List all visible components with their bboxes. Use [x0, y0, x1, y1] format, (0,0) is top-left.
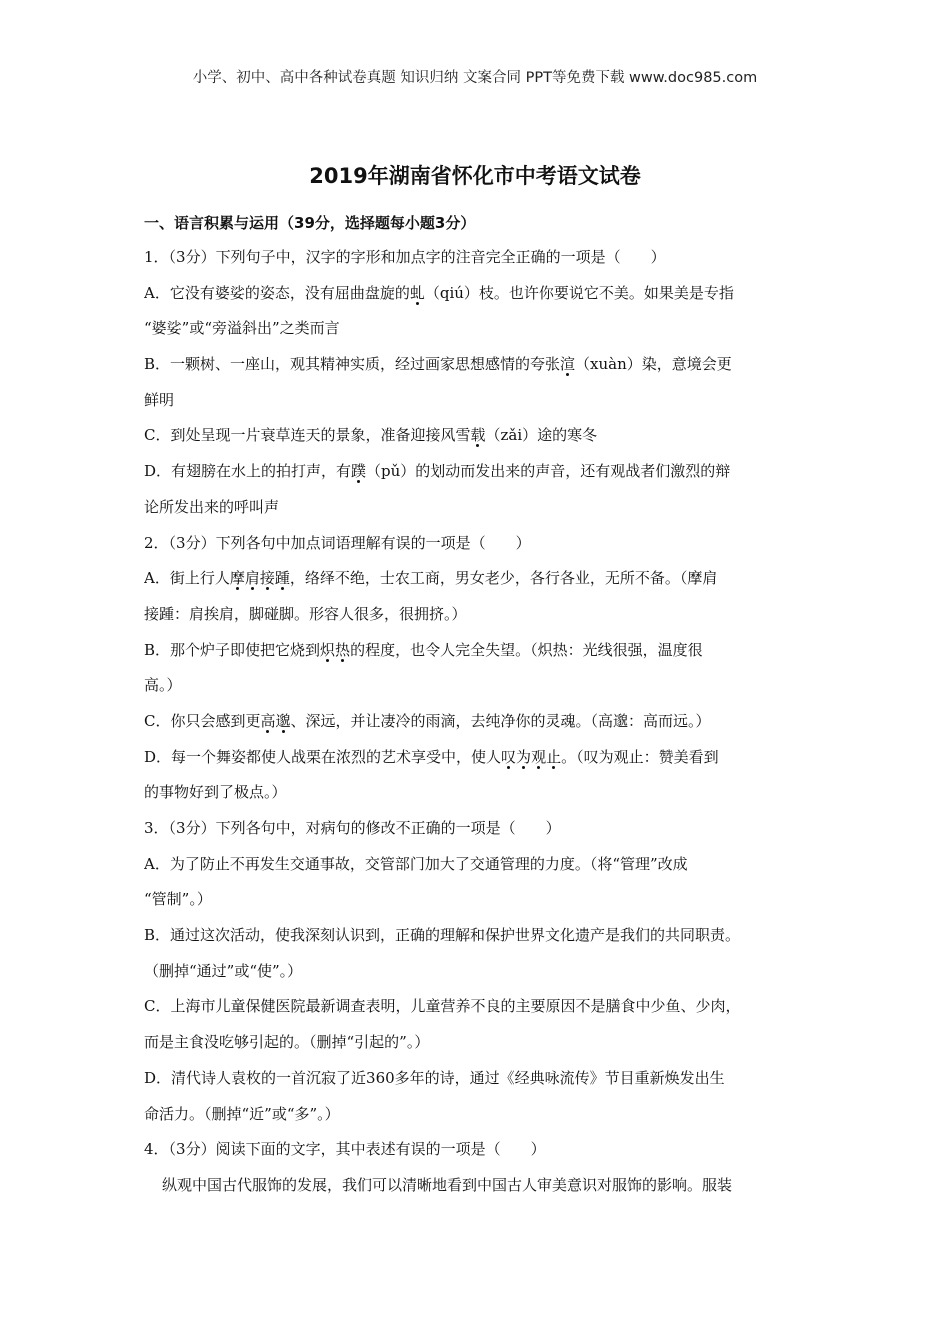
text-line: [144, 1132, 814, 1168]
text-segment: D．清代诗人袁枚的一首沉寂了近360多年的诗，通过《经典咏流传》节目重新焕发出生: [144, 1068, 725, 1087]
text-line: [144, 989, 814, 1025]
text-line: [144, 1168, 814, 1204]
text-line: [144, 454, 814, 490]
text-segment: B．通过这次活动，使我深刻认识到，正确的理解和保护世界文化遗产是我们的共同职责。: [144, 926, 741, 945]
text-line: [144, 490, 814, 526]
text-line: [144, 526, 814, 562]
text-segment: B．一颗树、一座山，观其精神实质，经过画家思想感情的夸张: [144, 355, 561, 374]
text-segment: （xuàn）染，意境会更: [575, 355, 732, 374]
text-line: [144, 668, 814, 704]
text-line: [144, 1097, 814, 1133]
text-line: [144, 383, 814, 419]
text-line: [144, 240, 814, 276]
emphasized-char: 摩: [229, 569, 245, 588]
text-segment: D．有翅膀在水上的拍打声，有: [144, 462, 352, 481]
text-segment: “管制”。）: [144, 890, 212, 909]
text-segment: 接踵：肩挨肩，脚碰脚。形容人很多，很拥挤。）: [144, 604, 467, 623]
emphasized-char: 邈: [275, 711, 291, 730]
text-line: [144, 847, 814, 883]
question-content: [144, 240, 814, 1204]
text-line: [144, 633, 814, 669]
text-line: [144, 704, 814, 740]
text-segment: A．街上行人: [144, 569, 230, 588]
text-segment: 命活力。（删掉“近”或“多”。）: [144, 1104, 340, 1123]
text-line: [144, 561, 814, 597]
text-segment: D．每一个舞姿都使人战栗在浓烈的艺术享受中，使人: [144, 747, 502, 766]
emphasized-char: 蹼: [351, 462, 367, 481]
text-segment: 。（叹为观止：赞美看到: [561, 747, 719, 766]
emphasized-char: 观: [531, 747, 547, 766]
text-line: [144, 740, 814, 776]
text-segment: ，络绎不绝，士农工商，男女老少，各行各业，无所不备。（摩肩: [289, 569, 718, 588]
text-segment: C．到处呈现一片衰草连天的景象，准备迎接风雪: [144, 426, 471, 445]
emphasized-char: 虬: [409, 283, 425, 302]
emphasized-char: 为: [516, 747, 532, 766]
text-line: [144, 775, 814, 811]
text-line: [144, 1061, 814, 1097]
text-segment: 3．（3分）下列各句中，对病句的修改不正确的一项是（ ）: [144, 819, 561, 837]
emphasized-char: 热: [335, 640, 351, 659]
text-segment: 1．（3分）下列句子中，汉字的字形和加点字的注音完全正确的一项是（ ）: [144, 248, 666, 266]
emphasized-char: 接: [259, 569, 275, 588]
text-segment: 纵观中国古代服饰的发展，我们可以清晰地看到中国古人审美意识对服饰的影响。服装: [162, 1175, 733, 1194]
text-line: [144, 882, 814, 918]
text-segment: （zǎi）途的寒冬: [485, 426, 598, 445]
text-segment: 2．（3分）下列各句中加点词语理解有误的一项是（ ）: [144, 533, 531, 552]
text-line: [144, 418, 814, 454]
emphasized-char: 踵: [274, 569, 290, 588]
section-heading: 一、语言积累与运用（39分，选择题每小题3分）: [144, 214, 476, 232]
page-header-banner: 小学、初中、高中各种试卷真题 知识归纳 文案合同 PPT等免费下载 www.doc985.com: [192, 70, 758, 86]
emphasized-char: 炽: [320, 640, 336, 659]
text-segment: 鲜明: [144, 390, 175, 409]
emphasized-char: 止: [546, 747, 562, 766]
text-segment: “婆娑”或“旁溢斜出”之类而言: [144, 319, 340, 338]
text-segment: 4．（3分）阅读下面的文字，其中表述有误的一项是（ ）: [144, 1140, 546, 1159]
text-segment: A．它没有婆娑的姿态，没有屈曲盘旋的: [144, 283, 410, 302]
emphasized-char: 肩: [244, 569, 260, 588]
text-segment: 的事物好到了极点。）: [144, 783, 287, 802]
exam-title: 2019年湖南省怀化市中考语文试卷: [309, 164, 641, 188]
text-segment: B．那个炉子即使把它烧到: [144, 640, 321, 659]
text-line: [144, 311, 814, 347]
text-segment: 高。）: [144, 676, 182, 695]
emphasized-char: 载: [470, 426, 486, 445]
emphasized-char: 高: [260, 711, 276, 730]
text-line: [144, 597, 814, 633]
text-segment: （qiú）枝。也许你要说它不美。如果美是专指: [424, 283, 734, 302]
text-segment: 而是主食没吃够引起的。（删掉“引起的”。）: [144, 1033, 430, 1052]
text-line: [144, 918, 814, 954]
text-segment: 的程度，也令人完全失望。（炽热：光线很强，温度很: [350, 640, 703, 659]
text-line: [144, 811, 814, 847]
text-segment: C．上海市儿童保健医院最新调查表明，儿童营养不良的主要原因不是膳食中少鱼、少肉，: [144, 997, 741, 1016]
text-segment: A．为了防止不再发生交通事故，交管部门加大了交通管理的力度。（将“管理”改成: [144, 854, 688, 873]
text-segment: 论所发出来的呼叫声: [144, 497, 280, 516]
text-segment: （pǔ）的划动而发出来的声音，还有观战者们激烈的辩: [366, 462, 731, 481]
text-line: [144, 954, 814, 990]
emphasized-char: 渲: [560, 355, 576, 374]
text-line: [144, 276, 814, 312]
text-segment: （删掉“通过”或“使”。）: [144, 961, 303, 980]
text-segment: C．你只会感到更: [144, 711, 261, 730]
text-line: [144, 1025, 814, 1061]
emphasized-char: 叹: [501, 747, 517, 766]
text-line: [144, 347, 814, 383]
text-segment: 、深远，并让凄冷的雨滴，去纯净你的灵魂。（高邈：高而远。）: [290, 711, 711, 730]
